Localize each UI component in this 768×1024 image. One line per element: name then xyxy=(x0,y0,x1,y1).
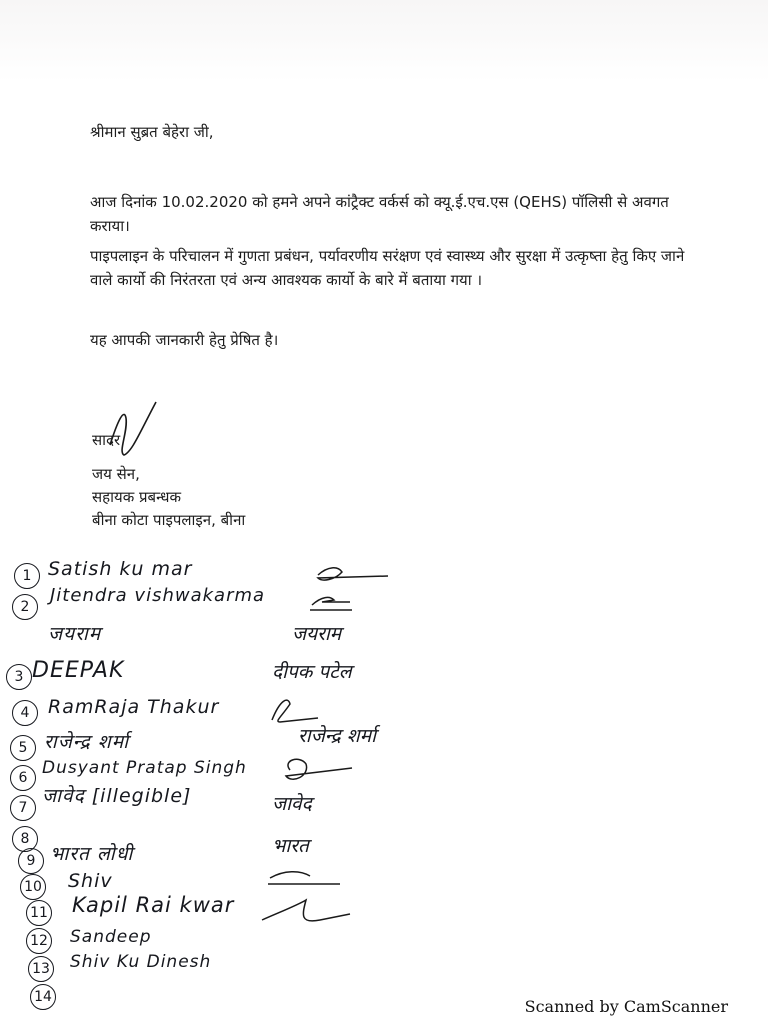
signature-mark-10 xyxy=(268,872,340,884)
attendee-name: राजेन्द्र शर्मा xyxy=(44,731,129,753)
attendee-number: 1 xyxy=(14,563,40,589)
attendee-number: 6 xyxy=(10,765,36,791)
signature-mark-4 xyxy=(272,700,318,722)
attendee-name: RamRaja Thakur xyxy=(48,696,220,718)
attendee-signature: भारत xyxy=(272,835,309,857)
attendee-name: भारत लोधी xyxy=(50,843,134,865)
attendee-signature: जयराम xyxy=(292,623,342,645)
attendee-name: Shiv Ku Dinesh xyxy=(70,952,212,972)
paragraph-2: पाइपलाइन के परिचालन में गुणता प्रबंधन, पर्यावरणीय सरंक्षण एवं स्वास्थ्य और सुरक्षा में उत्कृष्ता हेतु किए जाने वाले कार्यो की निरंतरता एवं अन्य आवश्यक कार्यो के बारे में बताया गया । xyxy=(90,247,685,289)
attendee-name: Sandeep xyxy=(70,927,152,947)
signer-title: सहायक प्रबन्धक xyxy=(92,488,181,506)
attendee-number: 11 xyxy=(26,900,52,926)
attendee-number: 13 xyxy=(28,956,54,982)
attendee-name: जावेद [illegible] xyxy=(42,785,192,807)
scanner-watermark: Scanned by CamScanner xyxy=(524,997,728,1016)
attendee-signature: दीपक पटेल xyxy=(272,661,352,683)
attendee-number: 3 xyxy=(6,664,32,690)
manager-signature xyxy=(110,402,156,455)
attendee-number: 8 xyxy=(12,826,38,852)
attendee-name: DEEPAK xyxy=(32,658,125,683)
attendee-name: Jitendra vishwakarma xyxy=(50,585,266,606)
attendee-name: जयराम xyxy=(48,623,102,645)
attendee-name: Satish ku mar xyxy=(48,558,193,580)
attendee-signature: राजेन्द्र शर्मा xyxy=(298,725,376,747)
attendee-number: 10 xyxy=(20,874,46,900)
attendee-number: 4 xyxy=(12,700,38,726)
attendee-number: 5 xyxy=(10,735,36,761)
attendee-number: 2 xyxy=(12,594,38,620)
attendee-number: 9 xyxy=(18,848,44,874)
salutation: श्रीमान सुब्रत बेहेरा जी, xyxy=(90,123,214,141)
attendee-number: 14 xyxy=(30,984,56,1010)
attendee-signature: जावेद xyxy=(272,793,312,815)
closing-text: सादर xyxy=(92,431,121,449)
signature-mark-2 xyxy=(310,597,352,610)
paragraph-1: आज दिनांक 10.02.2020 को हमने अपने कांट्रैक्ट वर्कर्स को क्यू.ई.एच.एस (QEHS) पॉलिसी से अवगत कराया। xyxy=(90,193,669,235)
attendee-number: 7 xyxy=(10,795,36,821)
attendee-name: Kapil Rai kwar xyxy=(72,893,235,917)
attendee-number: 12 xyxy=(26,928,52,954)
signer-office: बीना कोटा पाइपलाइन, बीना xyxy=(92,511,246,529)
attendee-name: Shiv xyxy=(68,870,113,892)
signer-name: जय सेन, xyxy=(92,465,140,483)
paragraph-3: यह आपकी जानकारी हेतु प्रेषित है। xyxy=(90,331,279,349)
signature-mark-6 xyxy=(286,759,352,779)
signature-mark-1 xyxy=(318,568,388,580)
signature-mark-11 xyxy=(262,900,350,921)
attendee-name: Dusyant Pratap Singh xyxy=(42,758,247,778)
